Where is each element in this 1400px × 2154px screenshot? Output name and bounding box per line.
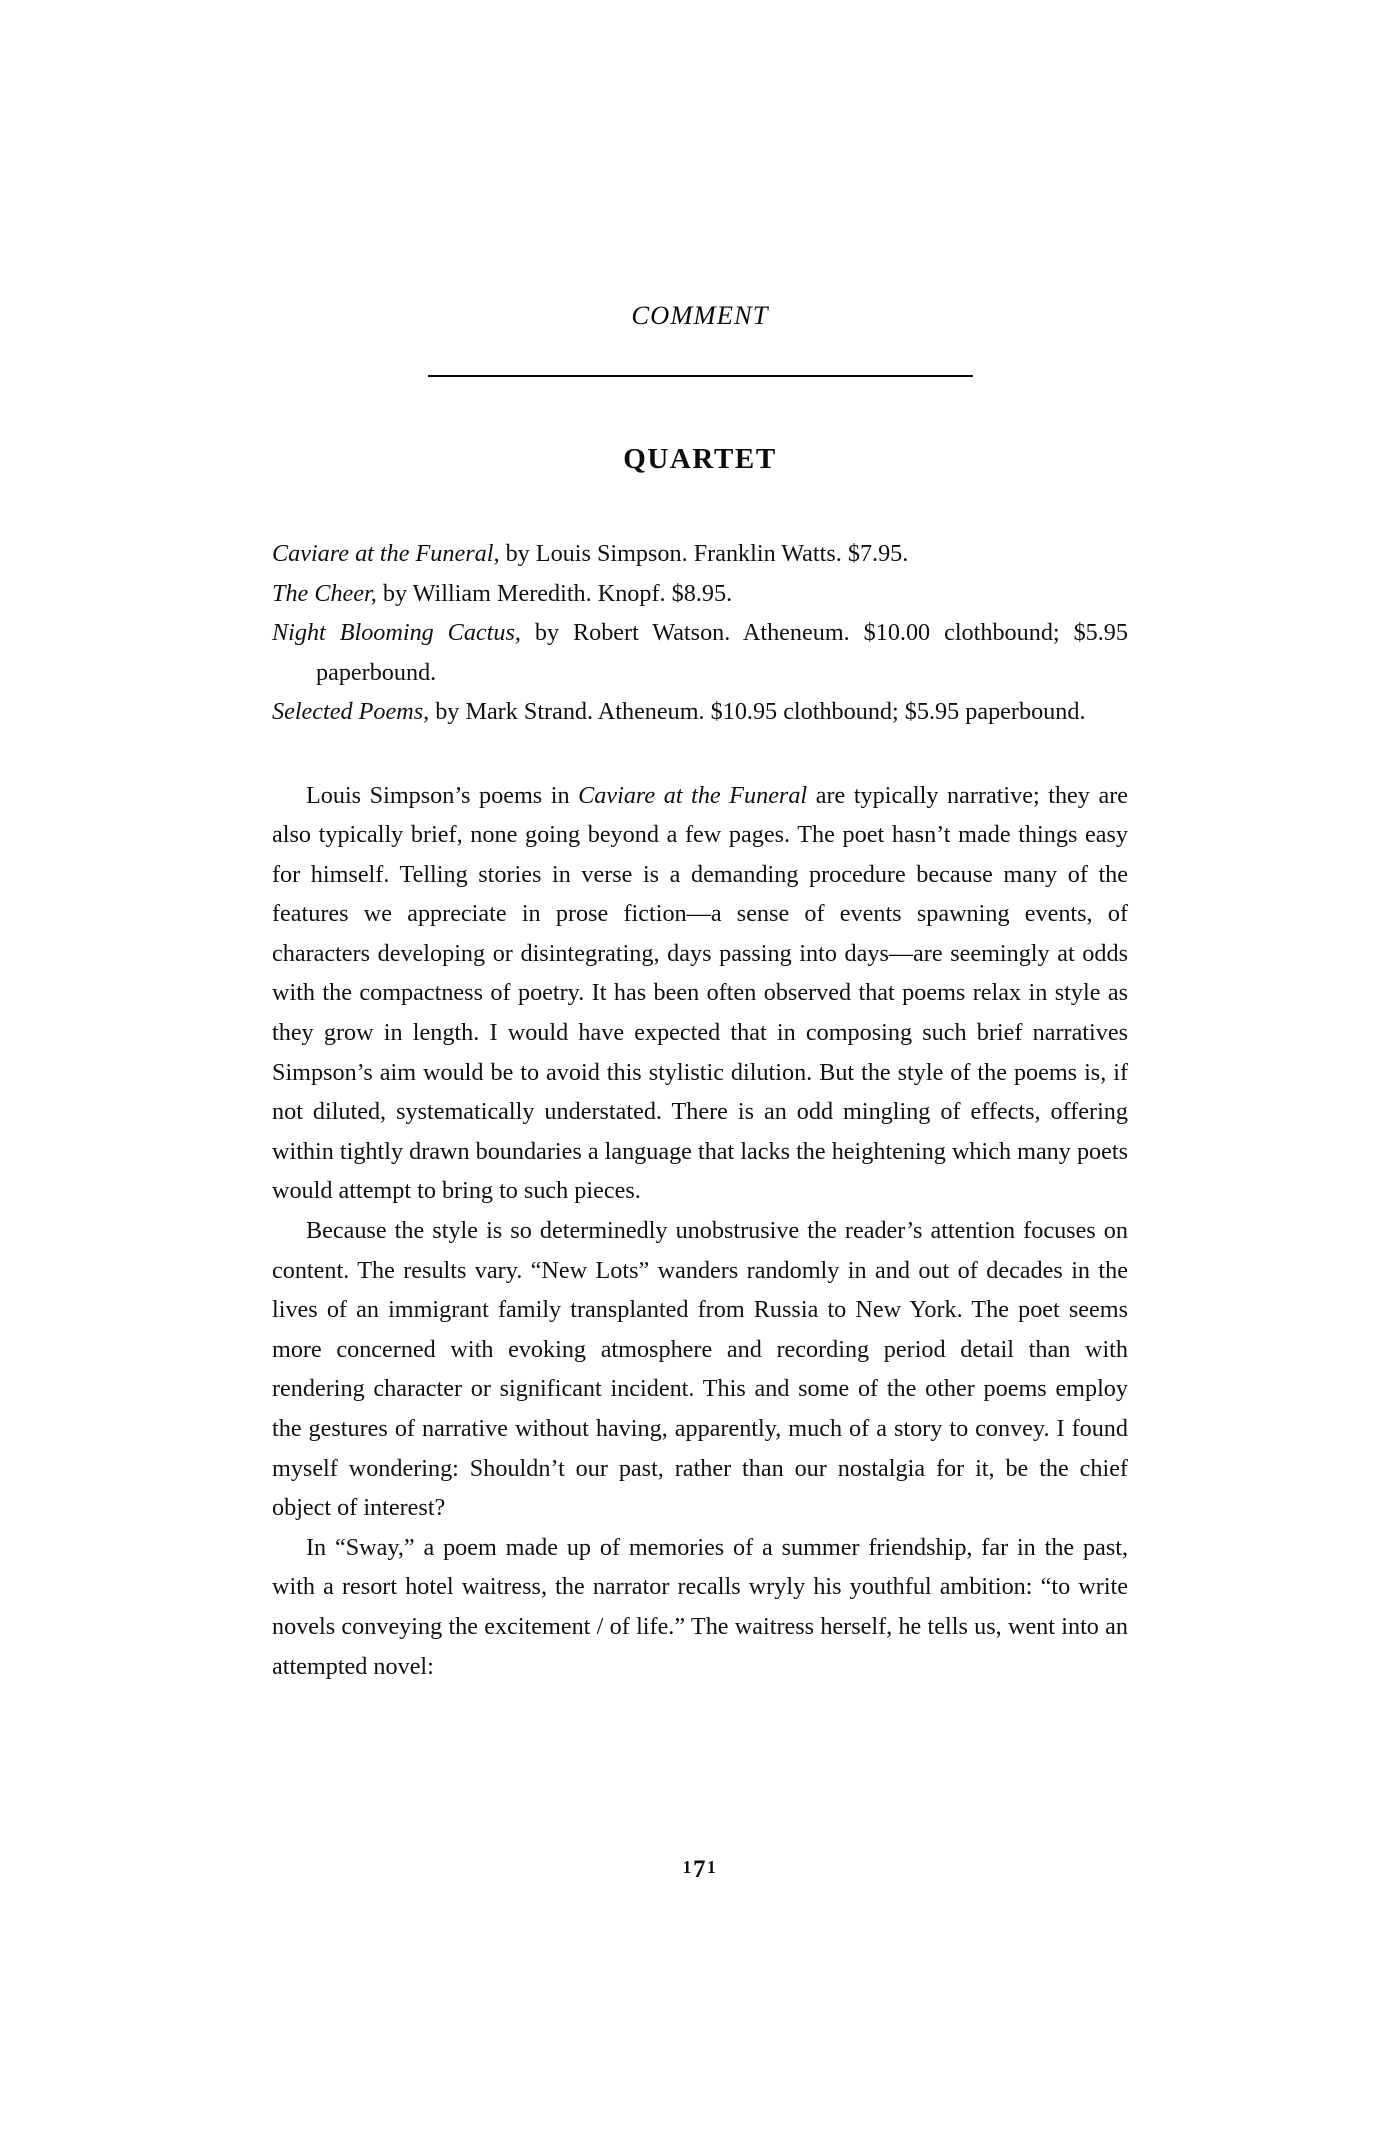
book-details: by Louis Simpson. Franklin Watts. $7.95. bbox=[499, 540, 909, 567]
book-details: by Mark Strand. Atheneum. $10.95 clothbound; $5.95 paperbound. bbox=[429, 698, 1086, 725]
page-number bbox=[0, 1853, 1400, 1881]
book-title: The Cheer, bbox=[272, 579, 377, 607]
paragraph-tail: In “Sway,” a poem made up of memories of a summer friendship, far in the past, with a resort hotel waitress, the narrator recalls wryly his youthful ambition: “to write novels conveying the excitement / of life.” The waitress herself, he tells us, went into an attempted novel: bbox=[272, 1533, 1128, 1680]
book-details: by Robert Watson. Atheneum. $10.00 clothbound; $5.95 paperbound. bbox=[316, 619, 1128, 686]
paragraph bbox=[272, 1528, 1128, 1686]
book-title: Selected Poems, bbox=[272, 698, 430, 725]
paragraph-tail: are typically narrative; they are also typically brief, none going beyond a few pages. The poet hasn’t made things easy for himself. Telling stories in verse is a demanding procedure because many of the features we appreciate in prose fiction—a sense of events spawning events, of characters developing or disintegrating, days passing into days—are seemingly at odds with the compactness of poetry. It has been often observed that poems relax in style as they grow in length. I would have expected that in composing such brief narratives Simpson’s aim would be to avoid this stylistic dilution. But the style of the poems is, if not diluted, systematically understated. There is an odd mingling of effects, offering within tightly drawn boundaries a language that lacks the heightening which many poets would attempt to bring to such pieces. bbox=[272, 781, 1128, 1205]
paragraph-lead: Louis Simpson’s poems in bbox=[306, 781, 579, 809]
header-rule bbox=[428, 375, 973, 377]
bibliography-entry bbox=[272, 534, 1128, 574]
cited-title: Caviare at the Funeral bbox=[578, 781, 808, 809]
book-details: by William Meredith. Knopf. $8.95. bbox=[376, 579, 733, 607]
paragraph bbox=[272, 1211, 1128, 1528]
body-text bbox=[272, 776, 1128, 1687]
bibliography-entry bbox=[272, 692, 1128, 732]
running-head: COMMENT bbox=[631, 300, 769, 330]
folio-digit-3: 1 bbox=[707, 1857, 718, 1877]
page-content bbox=[272, 0, 1128, 1686]
book-title: Night Blooming Cactus, bbox=[272, 619, 521, 646]
book-title: Caviare at the Funeral, bbox=[272, 540, 500, 567]
bibliography-list bbox=[272, 534, 1128, 732]
folio-digit-2: 7 bbox=[692, 1856, 708, 1883]
folio-digit-1: 1 bbox=[682, 1857, 693, 1877]
page-title: QUARTET bbox=[623, 443, 777, 475]
bibliography-entry bbox=[272, 613, 1128, 692]
paragraph bbox=[272, 776, 1128, 1212]
bibliography-entry bbox=[272, 574, 1128, 614]
paragraph-tail: Because the style is so determinedly unobstrusive the reader’s attention focuses on content. The results vary. “New Lots” wanders randomly in and out of decades in the lives of an immigrant family transplanted from Russia to New York. The poet seems more concerned with evoking atmosphere and recording period detail than with rendering character or significant incident. This and some of the other poems employ the gestures of narrative without having, apparently, much of a story to convey. I found myself wondering: Shouldn’t our past, rather than our nostalgia for it, be the chief object of interest? bbox=[272, 1217, 1128, 1522]
